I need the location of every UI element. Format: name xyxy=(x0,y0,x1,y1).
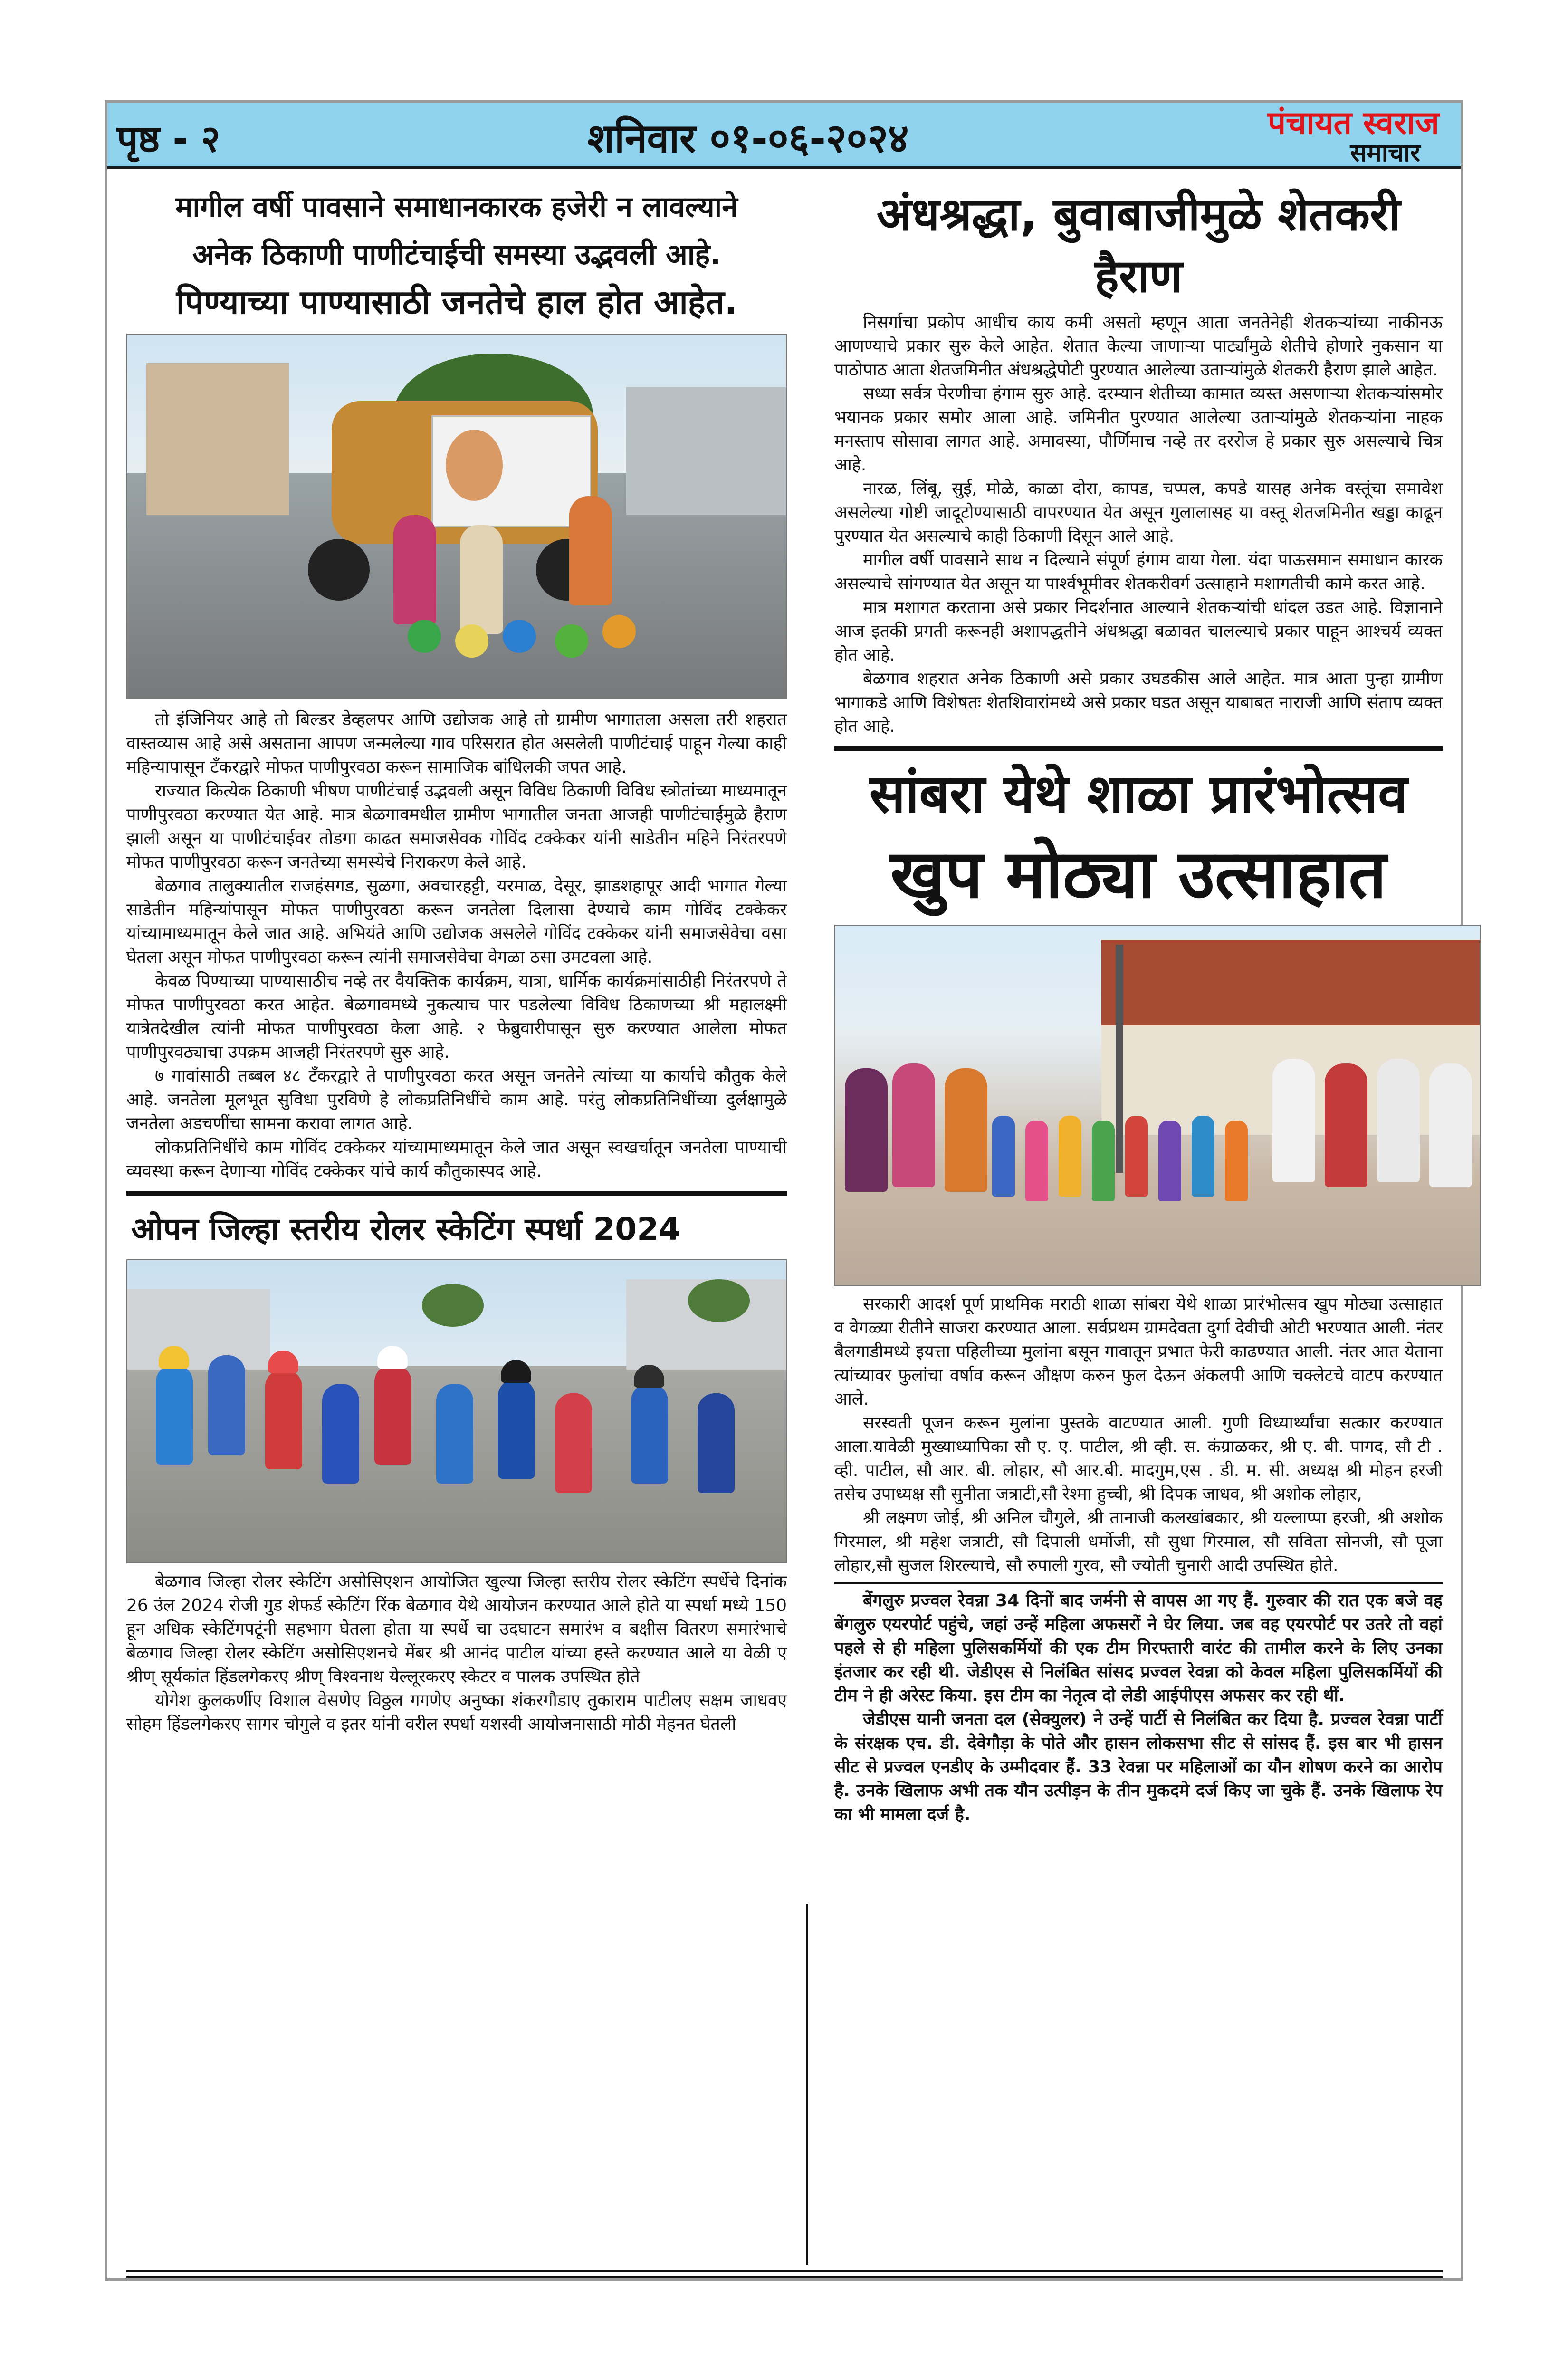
article-paragraph: योगेश कुलकर्णीए विशाल वेसणेए विठ्ठल गगणेए अनुष्का शंकरगौडाए तुकाराम पाटीलए सक्षम जाधवए सोहम हिंडलगेकरए सागर चोगुले व इतर यांनी वरील स्पर्धा यशस्वी आयोजनासाठी मोठी मेहनत घेतली xyxy=(126,1691,787,1734)
photo-skater xyxy=(208,1355,245,1455)
photo-water-pot xyxy=(503,620,536,653)
skating-article-body xyxy=(126,1570,787,1736)
photo-child xyxy=(1192,1116,1214,1197)
photo-helmet xyxy=(268,1351,298,1373)
section-divider xyxy=(834,1582,1443,1584)
photo-skater xyxy=(156,1365,193,1465)
article-paragraph: केवळ पिण्याच्या पाण्यासाठीच नव्हे तर वैयक्तिक कार्यक्रम, यात्रा, धार्मिक कार्यक्रमांसाठीही निरंतरपणे ते मोफत पाणीपुरवठा करत आहेत. बेळगावमध्ये नुकत्याच पार पडलेल्या विविध ठिकाणच्या श्री महालक्ष्मी यात्रेतदेखील त्यांनी मोफत पाणीपुरवठा केला आहे. २ फेब्रुवारीपासून सुरु करण्यात आलेला मोफत पाणीपुरवठ्याचा उपक्रम आजही निरंतरपणे सुरु आहे. xyxy=(126,971,787,1062)
bottom-rule xyxy=(126,2276,1443,2278)
article-paragraph: मागील वर्षी पावसाने साथ न दिल्याने संपूर्ण हंगाम वाया गेला. यंदा पाऊसमान समाधान कारक असल्याचे सांगण्यात येत असून या पार्श्वभूमीवर शेतकरीवर्ग उत्साहाने मशागतीची कामे करत आहे. xyxy=(834,550,1443,594)
photo-skater xyxy=(498,1379,535,1479)
photo-child xyxy=(992,1116,1015,1197)
photo-child xyxy=(1225,1121,1248,1201)
article-paragraph: सध्या सर्वत्र पेरणीचा हंगाम सुरु आहे. दरम्यान शेतीच्या कामात व्यस्त असणाऱ्या शेतकऱ्यांसमोर भयानक प्रकार समोर आला आहे. जमिनीत पुरण्यात आलेल्या उताऱ्यांमुळे शेतकऱ्यांना नाहक मनस्ताप सोसावा लागत आहे. अमावस्या, पौर्णिमाच नव्हे तर दररोज हे प्रकार सुरु असल्याचे चित्र आहे. xyxy=(834,384,1443,475)
photo-person xyxy=(460,525,503,634)
right-column xyxy=(834,183,1443,1827)
water-headline-line3: पिण्याच्या पाण्यासाठी जनतेचे हाल होत आहेत. xyxy=(176,283,737,322)
photo-building xyxy=(127,1289,270,1370)
article-paragraph: जेडीएस यानी जनता दल (सेक्युलर) ने उन्हें पार्टी से निलंबित कर दिया है. प्रज्वल रेवन्ना पार्टी के संरक्षक एच. डी. देवेगौड़ा के पोते और हासन लोकसभा सीट से सांसद हैं. इस बार भी हासन सीट से प्रज्वल एनडीए के उम्मीदवार हैं. 33 रेवन्ना पर महिलाओं का यौन शोषण करने का आरोप है. उनके खिलाफ अभी तक यौन उत्पीड़न के तीन मुकदमे दर्ज किए जा चुके हैं. उनके खिलाफ रेप का भी मामला दर्ज है. xyxy=(834,1710,1443,1824)
masthead xyxy=(107,103,1461,169)
newspaper-logo xyxy=(1268,106,1439,165)
article-paragraph: तो इंजिनियर आहे तो बिल्डर डेव्हलपर आणि उद्योजक आहे तो ग्रामीण भागातला असला तरी शहरात वास्तव्यास आहे असे असताना आपण जन्मलेल्या गाव परिसरात होत असलेली पाणीटंचाई पाहून गेल्या काही महिन्यापासून टँकरद्वारे मोफत पाणीपुरवठा करून सामाजिक बांधिलकी जपत आहे. xyxy=(126,710,787,777)
article-paragraph: निसर्गाचा प्रकोप आधीच काय कमी असतो म्हणून आता जनतेनेही शेतकऱ्यांच्या नाकीनऊ आणण्याचे प्रकार सुरु केले आहेत. शेतात केल्या जाणाऱ्या पार्ट्यांमुळे शेतीचे होणारे नुकसान या पाठोपाठ आता शेतजमिनीत अंधश्रद्धेपोटी पुरण्यात आलेल्या उताऱ्यांमुळे शेतकरी हैराण झाले आहेत. xyxy=(834,313,1443,380)
article-paragraph: सरकारी आदर्श पूर्ण प्राथमिक मराठी शाळा सांबरा येथे शाळा प्रारंभोत्सव खुप मोठ्या उत्साहात व वेगळ्या रीतीने साजरा करण्यात आला. सर्वप्रथम ग्रामदेवता दुर्गा देवीची ओटी भरण्यात आली. नंतर बैलगाडीमध्ये इयत्ता पहिलीच्या मुलांना बसून गावातून प्रभात फेरी काढण्यात आली. नंतर आत येताना त्यांच्यावर फुलांचा वर्षाव करून औक्षण करुन फुल देऊन अंकलपी आणि चक्लेटचे वाटप करण्यात आले. xyxy=(834,1294,1443,1409)
photo-adult xyxy=(1377,1059,1420,1182)
photo-person xyxy=(393,515,436,624)
farmers-article-body xyxy=(834,311,1443,738)
article-paragraph: श्री लक्ष्मण जोई, श्री अनिल चौगुले, श्री तानाजी कलखांबकार, श्री यल्लाप्पा हरजी, श्री अशोक गिरमाल, श्री महेश जत्राटी, सौ दिपाली धर्मोजी, सौ सुधा गिरमाल, सौ सविता सोनजी, सौ पूजा लोहार,सौ सुजल शिरल्याचे, सौ रुपाली गुरव, सौ ज्योती चुनारी आदी उपस्थित होते. xyxy=(834,1508,1443,1575)
photo-adult xyxy=(945,1068,987,1192)
school-headline: सांबरा येथे शाळा प्रारंभोत्सव xyxy=(869,763,1408,825)
photo-building xyxy=(146,363,289,515)
photo-water-pot xyxy=(555,624,588,658)
photo-adult xyxy=(1429,1063,1472,1187)
article-paragraph: सरस्वती पूजन करून मुलांना पुस्तके वाटण्यात आली. गुणी विध्यार्थ्यांचा सत्कार करण्यात आला.यावेळी मुख्याध्यापिका सौ ए. ए. पाटील, श्री व्ही. स. कंग्राळकर, श्री ए. बी. पागद, सौ टी . व्ही. पाटील, सौ आर. बी. लोहार, सौ आर.बी. मादगुम,एस . डी. म. सी. अध्यक्ष श्री मोहन हरजी तसेच उपाध्यक्ष सौ सुनीता जत्राटी,सौ रेश्मा हुच्ची, श्री दिपक जाधव, श्री अशोक लोहार, xyxy=(834,1413,1443,1504)
bottom-rule xyxy=(126,2270,1443,2272)
photo-wheel xyxy=(308,539,370,601)
photo-child xyxy=(1092,1121,1115,1201)
article-paragraph: ७ गावांसाठी तब्बल ४८ टँकरद्वारे ते पाणीपुरवठा करत असून जनतेने त्यांच्या या कार्याचे कौतुक केले आहे. जनतेला मूलभूत सुविधा पुरविणे हे लोकप्रतिनिधींचे काम आहे. परंतु लोकप्रतिनिधींच्या दुर्लक्षामुळे जनतेला अडचणींचा सामना करावा लागत आहे. xyxy=(126,1066,787,1133)
article-paragraph: नारळ, लिंबू, सुई, मोळे, काळा दोरा, कापड, चप्पल, कपडे यासह अनेक वस्तूंचा समावेश असलेल्या गोष्टी जादूटोण्यासाठी वापरण्यात येत असून गुलालासह या वस्तू शेतजमिनीत खड्डा काढून पुरण्यात येत असल्याचे काही ठिकाणी दिसून आले आहे. xyxy=(834,479,1443,546)
photo-child xyxy=(1059,1116,1081,1197)
photo-water-pot xyxy=(408,620,441,653)
water-article-body xyxy=(126,708,787,1183)
brand-title: पंचायत स्वराज xyxy=(1267,105,1439,142)
photo-helmet xyxy=(501,1360,531,1383)
photo-skater xyxy=(265,1370,302,1469)
article-paragraph: लोकप्रतिनिधींचे काम गोविंद टक्केकर यांच्यामाध्यमातून केले जात असून स्वखर्चातून जनतेला पाण्याची व्यवस्था करून देणाऱ्या गोविंद टक्केकर यांचे कार्य कौतुकास्पद आहे. xyxy=(126,1138,787,1181)
photo-person xyxy=(569,496,612,605)
photo-roof xyxy=(1101,940,1481,1025)
photo-adult xyxy=(845,1068,888,1192)
skating-headline: ओपन जिल्हा स्तरीय रोलर स्केटिंग स्पर्धा 2024 xyxy=(131,1211,681,1247)
school-subheadline: खुप मोठ्या उत्साहात xyxy=(890,836,1386,913)
column-divider xyxy=(806,1904,808,2265)
school-event-photo xyxy=(834,925,1481,1286)
hindi-news-box xyxy=(834,1589,1443,1827)
photo-skater xyxy=(698,1393,735,1493)
water-tanker-photo xyxy=(126,334,787,699)
photo-water-pot xyxy=(455,624,488,658)
photo-skater xyxy=(631,1384,668,1484)
photo-skater xyxy=(322,1384,359,1484)
school-article-body xyxy=(834,1293,1443,1578)
section-divider xyxy=(834,746,1443,751)
issue-date: शनिवार ०१-०६-२०२४ xyxy=(587,115,909,162)
photo-skater xyxy=(374,1365,411,1465)
article-paragraph: बेळगाव जिल्हा रोलर स्केटिंग असोसिएशन आयोजित खुल्या जिल्हा स्तरीय रोलर स्केटिंग स्पर्धेचे दिनांक 26 उंल 2024 रोजी गुड शेफर्ड स्केटिंग रिंक बेळगाव येथे आयोजन करण्यात आले होते या स्पर्धा मध्ये 150 हून अधिक स्केटिंगपटूंनी सहभाग घेतला होता या स्पर्धे चा उदघाटन समारंभ व बक्षीस वितरण समारंभाचे बेळगाव जिल्हा रोलर स्केटिंग असोसिएशनचे मेंबर श्री आनंद पाटील यांच्या हस्ते करण्यात आले या वेळी ए श्रीण् सूर्यकांत हिंडलगेकरए श्रीण् विश्वनाथ येल्लूरकरए स्केटर व पालक उपस्थित होते xyxy=(126,1572,787,1686)
newspaper-page xyxy=(105,100,1463,2281)
article-paragraph: बेंगलुरु प्रज्वल रेवन्ना 34 दिनों बाद जर्मनी से वापस आ गए हैं. गुरुवार की रात एक बजे वह बेंगलुरु एयरपोर्ट पहुंचे, जहां उन्हें महिला अफसरों ने घेर लिया. जब वह एयरपोर्ट पर उतरे तो वहां पहले से ही महिला पुलिसकर्मियों की एक टीम गिरफ्तारी वारंट की तामील करने के लिए उनका इंतजार कर रही थी. जेडीएस से निलंबित सांसद प्रज्वल रेवन्ना को केवल महिला पुलिसकर्मियों की टीम ने ही अरेस्ट किया. इस टीम का नेतृत्व दो लेडी आईपीएस अफसर कर रही थीं. xyxy=(834,1591,1443,1705)
skating-photo xyxy=(126,1259,787,1563)
photo-pole xyxy=(1116,945,1123,1173)
brand-subtitle: समाचार xyxy=(1350,139,1420,167)
photo-adult xyxy=(1325,1063,1367,1187)
article-paragraph: मात्र मशागत करताना असे प्रकार निदर्शनात आल्याने शेतकऱ्यांची धांदल उडत आहे. विज्ञानाने आज इतकी प्रगती करूनही अशापद्धतीने अंधश्रद्धा बळावत चालल्याचे प्रकार पाहून आश्चर्य व्यक्त होत आहे. xyxy=(834,598,1443,665)
article-paragraph: बेळगाव शहरात अनेक ठिकाणी असे प्रकार उघडकीस आले आहेत. मात्र आता पुन्हा ग्रामीण भागाकडे आणि विशेषतः शेतशिवारांमध्ये असे प्रकार घडत असून याबाबत नाराजी आणि संताप व्यक्त होत आहे. xyxy=(834,669,1443,736)
photo-child xyxy=(1025,1121,1048,1201)
photo-adult xyxy=(1272,1059,1315,1182)
article-paragraph: राज्यात कित्येक ठिकाणी भीषण पाणीटंचाई उद्भवली असून विविध ठिकाणी विविध स्त्रोतांच्या माध्यमातून पाणीपुरवठा करण्यात येत आहे. मात्र बेळगावमधील ग्रामीण भागातील जनता आजही पाणीटंचाईमुळे हैराण झाली असून या पाणीटंचाईवर तोडगा काढत समाजसेवक गोविंद टक्केकर यांनी साडेतीन महिने निरंतरपणे मोफत पाणीपुरवठा करून जनतेच्या समस्येचे निराकरण केले आहे. xyxy=(126,781,787,872)
photo-adult xyxy=(892,1063,935,1187)
section-divider xyxy=(126,1191,787,1196)
photo-portrait xyxy=(446,430,503,501)
water-headline-line1: मागील वर्षी पावसाने समाधानकारक हजेरी न लावल्याने xyxy=(175,191,738,224)
photo-skater xyxy=(555,1393,592,1493)
article-paragraph: बेळगाव तालुक्यातील राजहंसगड, सुळगा, अवचारहट्टी, यरमाळ, देसूर, झाडशहापूर आदी भागात गेल्या साडेतीन महिन्यांपासून मोफत पाणीपुरवठा करून जनतेला दिलासा देण्याचे काम गोविंद टक्केकर यांच्यामाध्यमातून केले जात आहे. अभियंते आणि उद्योजक असलेले गोविंद टक्केकर यांनी समाजसेवेचा वसा घेतला असून मोफत पाणीपुरवठा करून त्यांनी समाजसेवेचा वेगळा ठसा उमटवला आहे. xyxy=(126,876,787,967)
photo-water-pot xyxy=(602,615,636,648)
photo-helmet xyxy=(377,1346,408,1369)
page-number: पृष्ठ - २ xyxy=(117,118,220,161)
photo-child xyxy=(1158,1121,1181,1201)
photo-palm xyxy=(688,1279,750,1322)
photo-building xyxy=(626,387,787,515)
photo-palm xyxy=(422,1284,484,1327)
left-column xyxy=(126,183,787,1736)
photo-skater xyxy=(436,1384,473,1484)
water-headline-line2: अनेक ठिकाणी पाणीटंचाईची समस्या उद्भवली आहे. xyxy=(192,238,721,271)
farmers-headline: अंधश्रद्धा, बुवाबाजीमुळे शेतकरी हैराण xyxy=(876,188,1401,303)
photo-child xyxy=(1125,1116,1148,1197)
